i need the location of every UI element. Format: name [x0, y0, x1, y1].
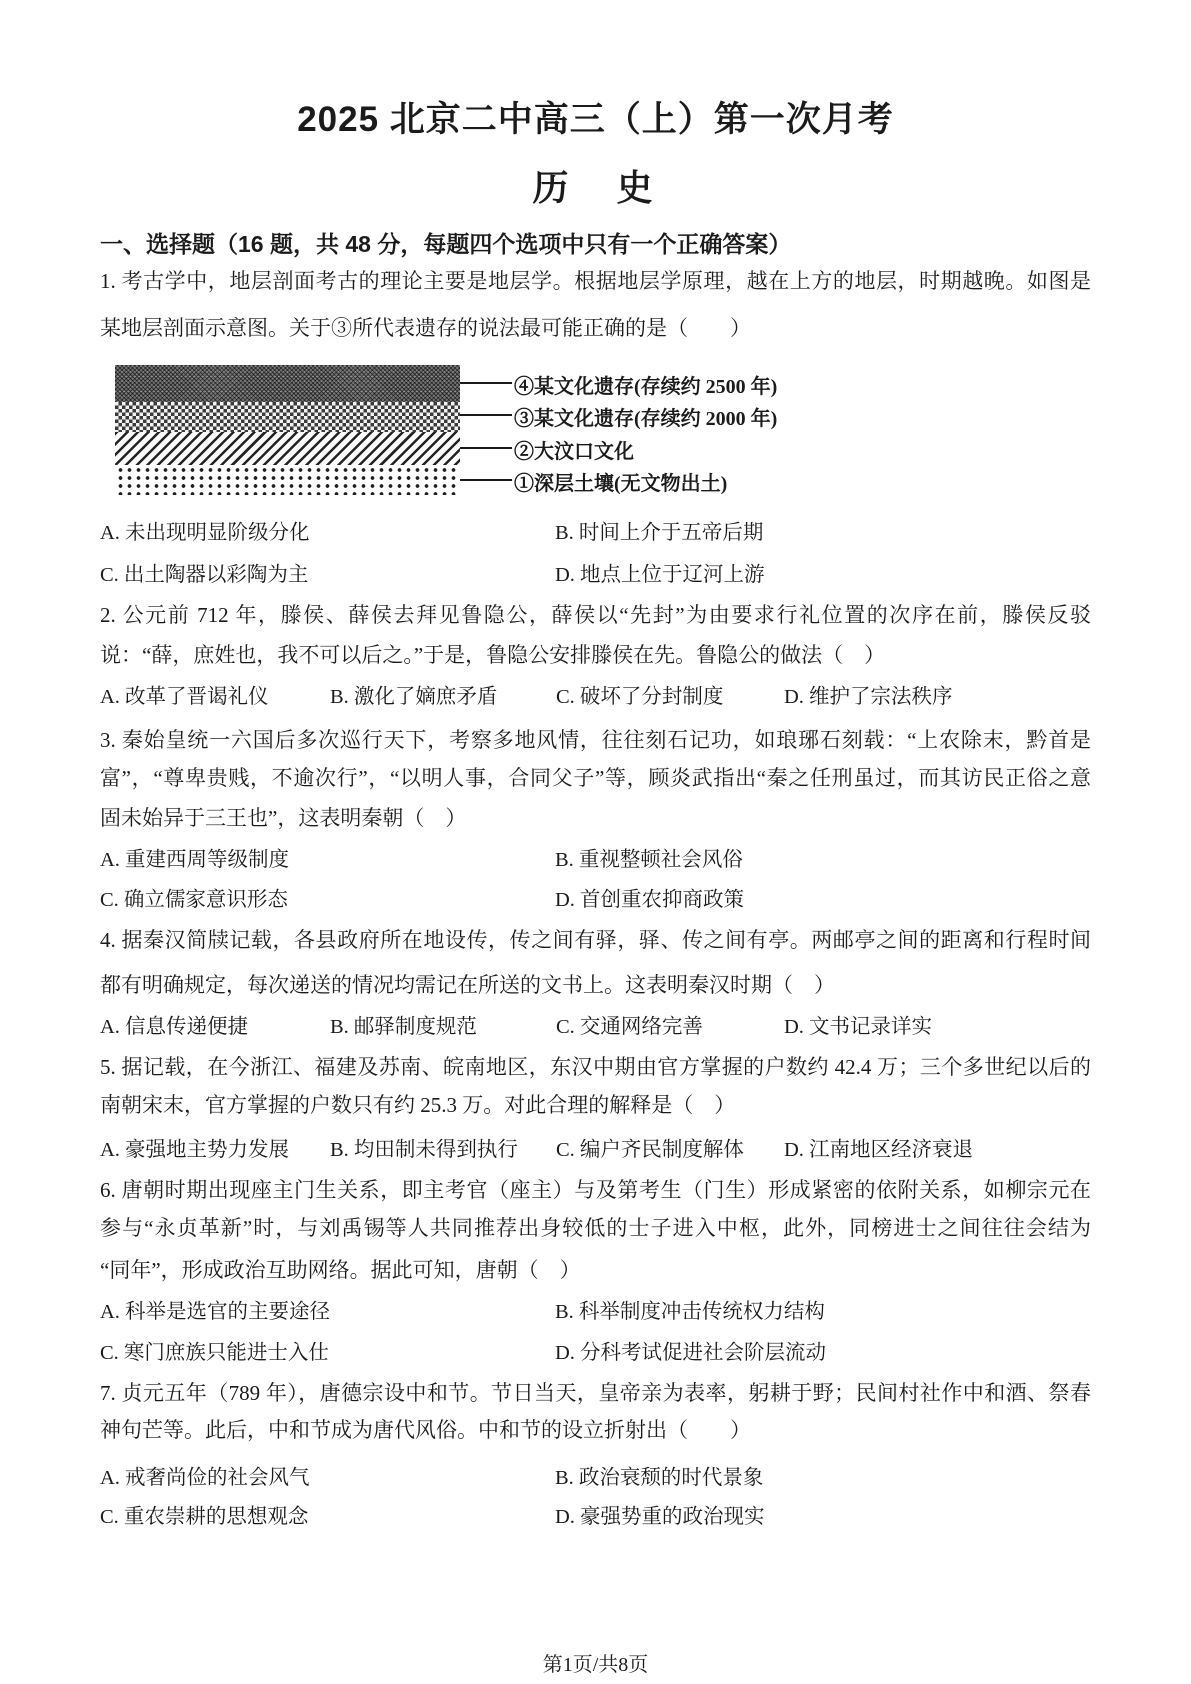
q4-option-c: C. 交通网络完善 — [556, 1016, 703, 1038]
q2-option-d: D. 维护了宗法秩序 — [784, 686, 953, 708]
strata-layer-2 — [115, 432, 460, 465]
q7-option-d: D. 豪强势重的政治现实 — [555, 1506, 765, 1528]
q6-line-1: 6. 唐朝时期出现座主门生关系，即主考官（座主）与及第考生（门生）形成紧密的依附关系，如柳宗元在 — [100, 1178, 1091, 1202]
q4-option-a: A. 信息传递便捷 — [100, 1016, 249, 1038]
q3-line-3: 固未始异于三王也”，这表明秦朝（ ） — [100, 806, 467, 830]
strata-layer-3 — [115, 402, 460, 432]
q2-option-c: C. 破坏了分封制度 — [556, 686, 724, 708]
q3-option-d: D. 首创重农抑商政策 — [555, 889, 745, 911]
q3-option-c: C. 确立儒家意识形态 — [100, 889, 288, 911]
q1-option-c: C. 出土陶器以彩陶为主 — [100, 564, 309, 586]
q4-option-b: B. 邮驿制度规范 — [330, 1016, 477, 1038]
q4-option-d: D. 文书记录详实 — [784, 1016, 933, 1038]
leader-line-3 — [460, 414, 512, 416]
q2-option-b: B. 激化了嫡庶矛盾 — [330, 686, 498, 708]
strata-layer-4 — [115, 365, 460, 402]
q4-line-2: 都有明确规定，每次递送的情况均需记在所送的文书上。这表明秦汉时期（ ） — [100, 973, 835, 997]
q5-option-c: C. 编户齐民制度解体 — [556, 1139, 744, 1161]
exam-title: 2025 北京二中高三（上）第一次月考 — [297, 100, 894, 139]
q7-line-2: 神句芒等。此后，中和节成为唐代风俗。中和节的设立折射出（ ） — [100, 1418, 751, 1442]
q3-option-a: A. 重建西周等级制度 — [100, 849, 290, 871]
strata-layer-1 — [115, 465, 460, 495]
q5-option-d: D. 江南地区经济衰退 — [784, 1139, 974, 1161]
q3-option-b: B. 重视整顿社会风俗 — [555, 849, 743, 871]
q6-option-d: D. 分科考试促进社会阶层流动 — [555, 1342, 827, 1364]
q6-line-3: “同年”，形成政治互助网络。据此可知，唐朝（ ） — [100, 1258, 581, 1282]
leader-line-2 — [460, 447, 512, 449]
diagram-label-3: ③某文化遗存(存续约 2000 年) — [514, 408, 778, 430]
q7-line-1: 7. 贞元五年（789 年），唐德宗设中和节。节日当天，皇帝亲为表率，躬耕于野；民间村社作中和酒、祭春 — [100, 1381, 1091, 1405]
q2-line-1: 2. 公元前 712 年，滕侯、薛侯去拜见鲁隐公，薛侯以“先封”为由要求行礼位置的次序在前，滕侯反驳 — [100, 603, 1091, 627]
q3-line-1: 3. 秦始皇统一六国后多次巡行天下，考察多地风情，往往刻石记功，如琅琊石刻载：“上农除末，黔首是 — [100, 728, 1091, 752]
diagram-label-2: ②大汶口文化 — [514, 441, 634, 463]
q5-option-a: A. 豪强地主势力发展 — [100, 1139, 290, 1161]
q7-option-a: A. 戒奢尚俭的社会风气 — [100, 1467, 310, 1489]
page-footer: 第1页/共8页 — [542, 1654, 649, 1676]
leader-line-1 — [460, 479, 512, 481]
q6-option-a: A. 科举是选官的主要途径 — [100, 1301, 331, 1323]
q7-option-c: C. 重农崇耕的思想观念 — [100, 1506, 309, 1528]
strata-diagram — [115, 365, 460, 495]
q6-option-b: B. 科举制度冲击传统权力结构 — [555, 1301, 825, 1323]
q1-line-1: 1. 考古学中，地层剖面考古的理论主要是地层学。根据地层学原理，越在上方的地层，时期越晚。如图是 — [100, 269, 1091, 293]
q1-line-2: 某地层剖面示意图。关于③所代表遗存的说法最可能正确的是（ ） — [100, 316, 751, 340]
q3-line-2: 富”，“尊卑贵贱，不逾次行”，“以明人事，合同父子”等，顾炎武指出“秦之任刑虽过，而其访民正俗之意 — [100, 766, 1091, 790]
leader-line-4 — [460, 382, 512, 384]
exam-subject: 历 史 — [532, 167, 659, 208]
q5-option-b: B. 均田制未得到执行 — [330, 1139, 518, 1161]
q6-option-c: C. 寒门庶族只能进士入仕 — [100, 1342, 329, 1364]
q4-line-1: 4. 据秦汉简牍记载，各县政府所在地设传，传之间有驿，驿、传之间有亭。两邮亭之间的距离和行程时间 — [100, 928, 1091, 952]
q5-line-2: 南朝宋末，官方掌握的户数只有约 25.3 万。对此合理的解释是（ ） — [100, 1093, 736, 1117]
q1-option-b: B. 时间上介于五帝后期 — [555, 522, 764, 544]
q7-option-b: B. 政治衰颓的时代景象 — [555, 1467, 764, 1489]
q6-line-2: 参与“永贞革新”时，与刘禹锡等人共同推荐出身较低的士子进入中枢，此外，同榜进士之间往往会结为 — [100, 1216, 1091, 1240]
diagram-label-4: ④某文化遗存(存续约 2500 年) — [514, 376, 778, 398]
diagram-label-1: ①深层土壤(无文物出土) — [514, 473, 728, 495]
q2-option-a: A. 改革了晋谒礼仪 — [100, 686, 269, 708]
q1-option-a: A. 未出现明显阶级分化 — [100, 522, 310, 544]
section-header: 一、选择题（16 题，共 48 分，每题四个选项中只有一个正确答案） — [100, 231, 792, 257]
q5-line-1: 5. 据记载，在今浙江、福建及苏南、皖南地区，东汉中期由官方掌握的户数约 42.4 万；三个多世纪以后的 — [100, 1055, 1091, 1079]
q2-line-2: 说：“薛，庶姓也，我不可以后之。”于是，鲁隐公安排滕侯在先。鲁隐公的做法（ ） — [100, 643, 886, 667]
q1-option-d: D. 地点上位于辽河上游 — [555, 564, 765, 586]
